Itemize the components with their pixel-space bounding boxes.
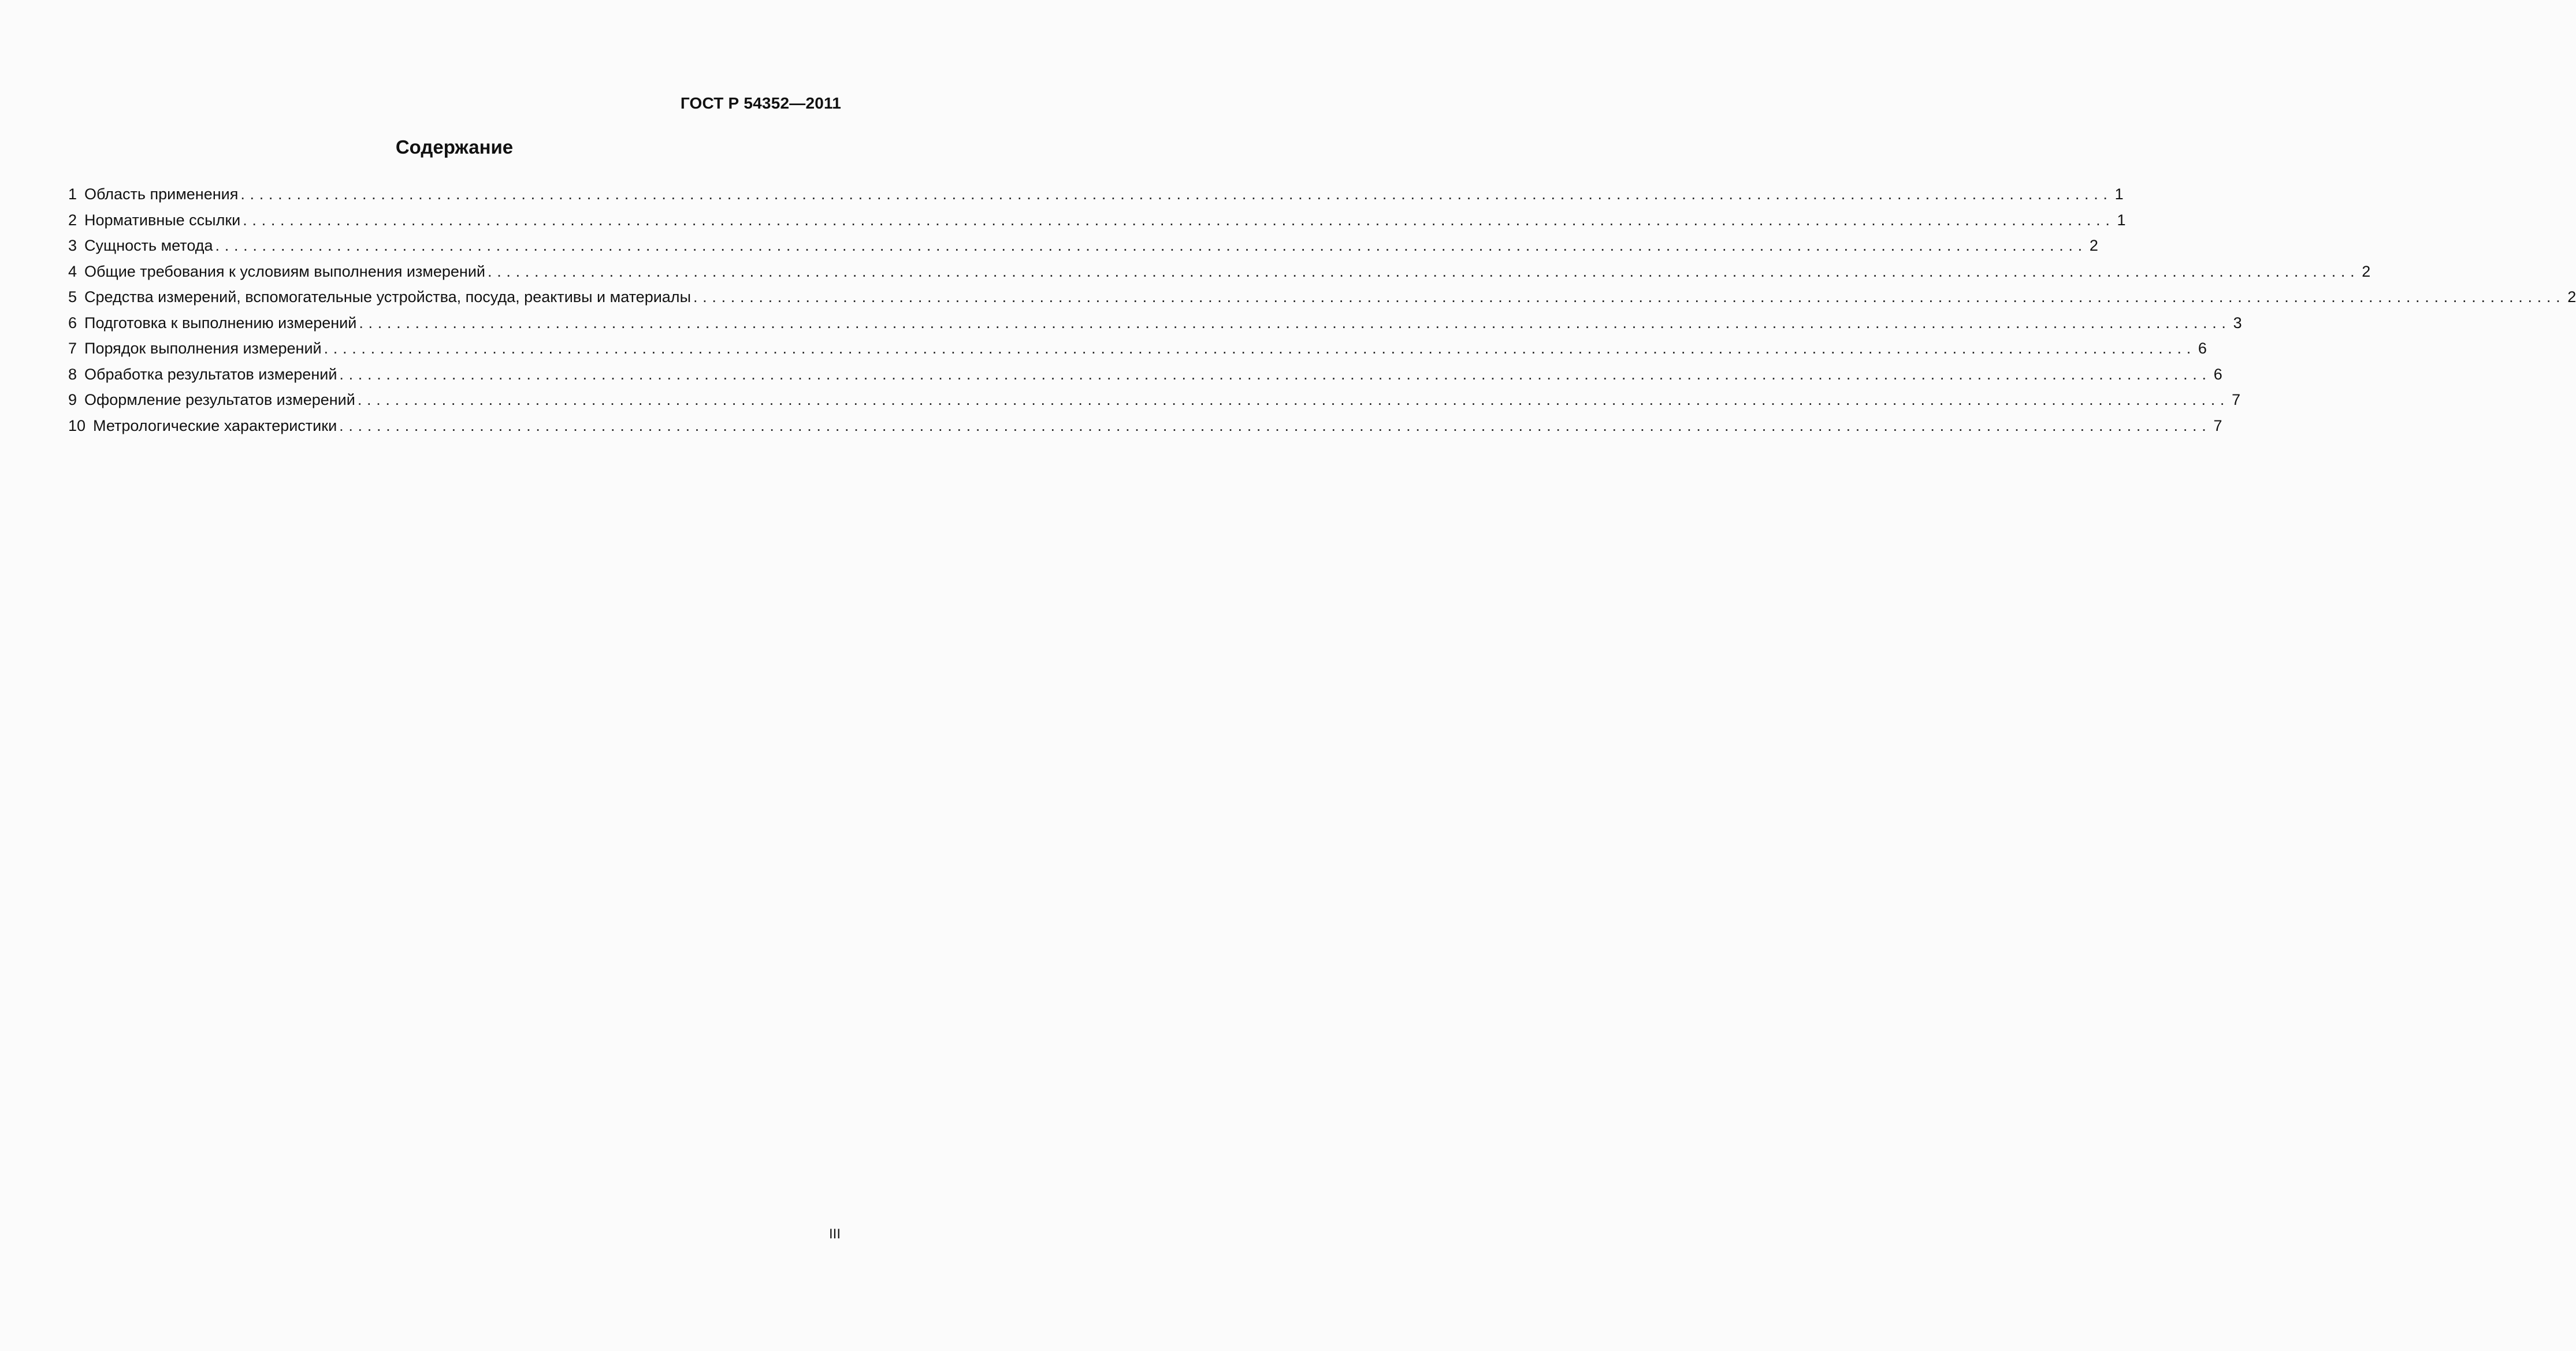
toc-leader-dots: ........................................................................................................................................................................................................ [488,262,2360,280]
toc-leader-dots: ........................................................................................................................................................................................................ [240,185,2113,203]
toc-leader-dots: ........................................................................................................................................................................................................ [359,314,2231,332]
toc-entry-title: Общие требования к условиям выполнения измерений [84,262,485,280]
toc-entry[interactable] [68,310,2242,336]
toc-entry-page: 2 [2567,288,2576,306]
toc-entry-page: 1 [2114,185,2124,203]
toc-entry-page: 3 [2233,314,2242,332]
toc-entry-number: 10 [68,416,86,434]
toc-title: Содержание [395,136,514,158]
toc-entry-number: 8 [68,365,77,383]
toc-entry-page: 6 [2198,340,2207,357]
toc-entry[interactable] [68,336,2207,362]
toc-entry-number: 5 [68,288,77,306]
toc-entry-page: 6 [2213,365,2222,383]
toc-entry-title: Оформление результатов измерений [84,391,355,408]
toc-leader-dots: ........................................................................................................................................................................................................ [324,340,2196,357]
toc-leader-dots: ........................................................................................................................................................................................................ [215,237,2087,254]
toc-entry-title: Область применения [84,185,239,203]
toc-entry-page: 7 [2232,391,2241,408]
toc-entry[interactable] [68,233,2098,259]
toc-entry-number: 6 [68,314,77,332]
toc-entry-title: Порядок выполнения измерений [84,340,322,357]
toc-entry[interactable] [68,413,2222,439]
toc-entry[interactable] [68,259,2371,285]
toc-entry-number: 1 [68,185,77,203]
toc-entry[interactable] [68,181,2124,207]
page-number: III [828,1226,841,1242]
toc-entry-number: 9 [68,391,77,408]
toc-entry[interactable] [68,207,2126,233]
toc-leader-dots: ........................................................................................................................................................................................................ [243,211,2115,229]
toc-leader-dots: ........................................................................................................................................................................................................ [339,416,2211,434]
toc-entry-page: 7 [2213,416,2222,434]
toc-entry[interactable] [68,284,2576,310]
table-of-contents [68,181,2576,438]
toc-entry-number: 2 [68,211,77,229]
toc-entry[interactable] [68,362,2222,388]
toc-entry-title: Метрологические характеристики [93,416,337,434]
document-code: ГОСТ Р 54352—2011 [680,94,841,112]
toc-entry-number: 3 [68,237,77,254]
toc-leader-dots: ........................................................................................................................................................................................................ [693,288,2566,306]
toc-entry-title: Подготовка к выполнению измерений [84,314,357,332]
toc-entry[interactable] [68,387,2241,413]
toc-entry-page: 2 [2089,237,2098,254]
toc-entry-title: Обработка результатов измерений [84,365,337,383]
toc-leader-dots: ........................................................................................................................................................................................................ [357,391,2230,408]
toc-leader-dots: ........................................................................................................................................................................................................ [339,365,2211,383]
toc-entry-title: Нормативные ссылки [84,211,241,229]
toc-entry-number: 4 [68,262,77,280]
toc-entry-title: Средства измерений, вспомогательные устройства, посуда, реактивы и материалы [84,288,691,306]
toc-entry-number: 7 [68,340,77,357]
toc-entry-page: 2 [2362,262,2371,280]
toc-entry-title: Сущность метода [84,237,213,254]
toc-entry-page: 1 [2117,211,2126,229]
